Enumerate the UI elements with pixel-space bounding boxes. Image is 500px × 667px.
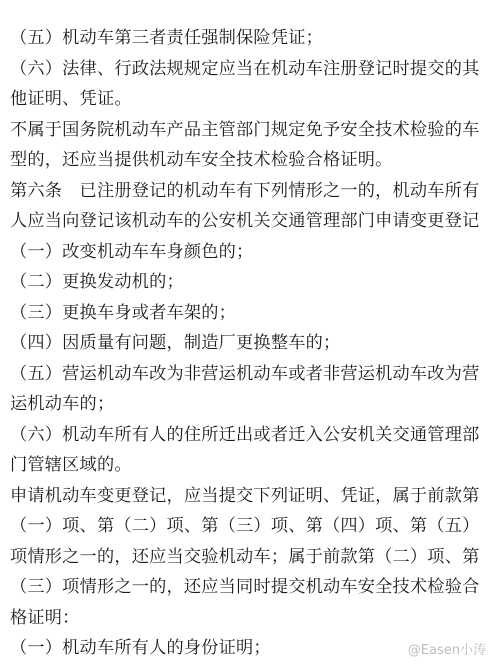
- text-line: （一）机动车所有人的身份证明；: [10, 638, 271, 658]
- text-line: （一）项、第（二）项、第（三）项、第（四）项、第（五）: [10, 516, 480, 536]
- text-line: （五）机动车第三者责任强制保险凭证；: [10, 28, 323, 48]
- text-line: 人应当向登记该机动车的公安机关交通管理部门申请变更登记: [10, 211, 480, 231]
- watermark-text: @Easen小涛: [407, 643, 486, 658]
- text-line: 申请机动车变更登记，应当提交下列证明、凭证，属于前款第: [10, 486, 480, 506]
- text-line: 第六条 已注册登记的机动车有下列情形之一的，机动车所有: [10, 181, 480, 201]
- text-line: （三）更换车身或者车架的；: [10, 303, 237, 323]
- text-line: 项情形之一的，还应当交验机动车；属于前款第（二）项、第: [10, 547, 480, 567]
- text-line: （六）机动车所有人的住所迁出或者迁入公安机关交通管理部: [10, 425, 480, 445]
- text-line: （四）因质量有问题，制造厂更换整车的；: [10, 333, 341, 353]
- text-line: （三）项情形之一的，还应当同时提交机动车安全技术检验合: [10, 577, 480, 597]
- text-line: （五）营运机动车改为非营运机动车或者非营运机动车改为营: [10, 364, 480, 384]
- text-line: （一）改变机动车车身颜色的；: [10, 242, 254, 262]
- text-line: 型的，还应当提供机动车安全技术检验合格证明。: [10, 150, 393, 170]
- text-line: （六）法律、行政法规规定应当在机动车注册登记时提交的其: [10, 59, 480, 79]
- text-line: 运机动车的；: [10, 394, 115, 414]
- text-line: 他证明、凭证。: [10, 89, 132, 109]
- text-line: （二）更换发动机的；: [10, 272, 184, 292]
- text-line: 不属于国务院机动车产品主管部门规定免予安全技术检验的车: [10, 120, 480, 140]
- text-line: 格证明：: [10, 608, 80, 628]
- text-line: 门管辖区域的。: [10, 455, 132, 475]
